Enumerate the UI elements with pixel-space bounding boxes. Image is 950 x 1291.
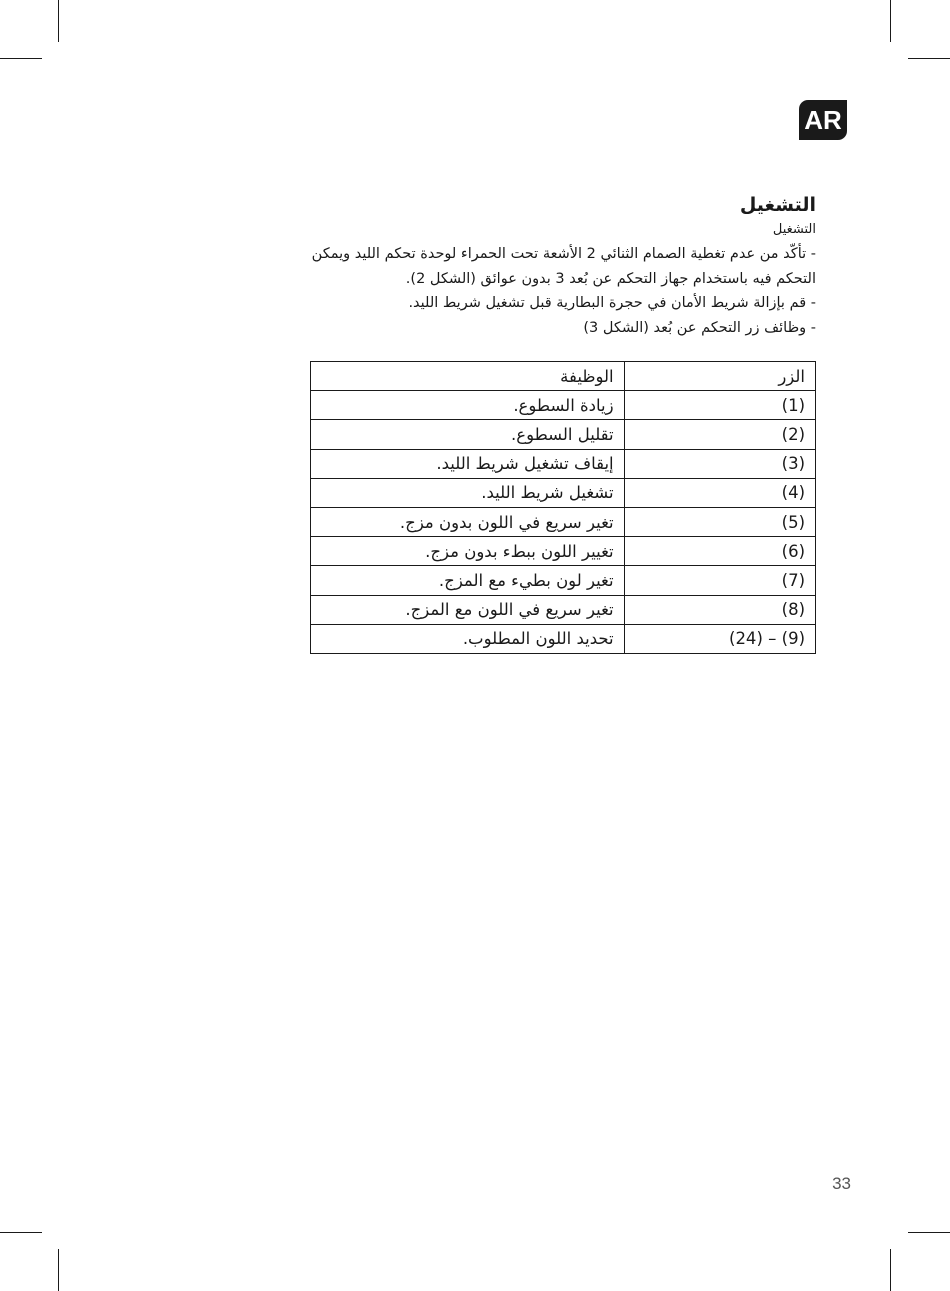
instruction-paragraph: - قم بإزالة شريط الأمان في حجرة البطارية قبل تشغيل شريط الليد.	[408, 295, 816, 311]
table-row	[311, 537, 816, 566]
button-cell: (6)	[624, 537, 815, 566]
table-row	[311, 478, 816, 507]
button-cell: (8)	[624, 595, 815, 624]
function-cell: تغير لون بطيء مع المزج.	[311, 566, 625, 595]
button-cell: (7)	[624, 566, 815, 595]
table-row	[311, 449, 816, 478]
instruction-paragraph: - وظائف زر التحكم عن بُعد (الشكل 3)	[583, 319, 816, 336]
button-cell: (3)	[624, 449, 815, 478]
table-row	[311, 391, 816, 420]
remote-functions-table	[310, 361, 816, 654]
function-cell: تغير سريع في اللون مع المزج.	[311, 595, 625, 624]
crop-mark	[58, 0, 59, 42]
button-cell: (1)	[624, 391, 815, 420]
function-cell: إيقاف تشغيل شريط الليد.	[311, 449, 625, 478]
crop-mark	[890, 0, 891, 42]
page-number: 33	[832, 1174, 851, 1193]
table-row	[311, 624, 816, 653]
crop-mark	[908, 1232, 950, 1233]
table-row	[311, 595, 816, 624]
section-content	[296, 190, 816, 340]
button-cell: (2)	[624, 420, 815, 449]
function-cell: زيادة السطوع.	[311, 391, 625, 420]
button-cell: (5)	[624, 507, 815, 536]
section-title: التشغيل	[739, 194, 816, 216]
language-badge: AR	[799, 100, 847, 140]
table-row	[311, 507, 816, 536]
button-cell: (9) – (24)	[624, 624, 815, 653]
instruction-paragraph: - تأكّد من عدم تغطية الصمام الثنائي 2 الأشعة تحت الحمراء لوحدة تحكم الليد ويمكن التحكم فيه باستخدام جهاز التحكم عن بُعد 3 بدون عوائق (الشكل 2).	[311, 246, 816, 287]
function-cell: تغيير اللون ببطء بدون مزج.	[311, 537, 625, 566]
function-cell: تغير سريع في اللون بدون مزج.	[311, 507, 625, 536]
crop-mark	[0, 1232, 42, 1233]
function-cell: تشغيل شريط الليد.	[311, 478, 625, 507]
header-function: الوظيفة	[311, 362, 625, 391]
button-cell: (4)	[624, 478, 815, 507]
function-cell: تقليل السطوع.	[311, 420, 625, 449]
header-button: الزر	[624, 362, 815, 391]
crop-mark	[58, 1249, 59, 1291]
crop-mark	[0, 58, 42, 59]
section-subtitle: التشغيل	[772, 222, 816, 237]
function-cell: تحديد اللون المطلوب.	[311, 624, 625, 653]
crop-mark	[890, 1249, 891, 1291]
table-row	[311, 566, 816, 595]
table-header-row	[311, 362, 816, 391]
crop-mark	[908, 58, 950, 59]
table-row	[311, 420, 816, 449]
